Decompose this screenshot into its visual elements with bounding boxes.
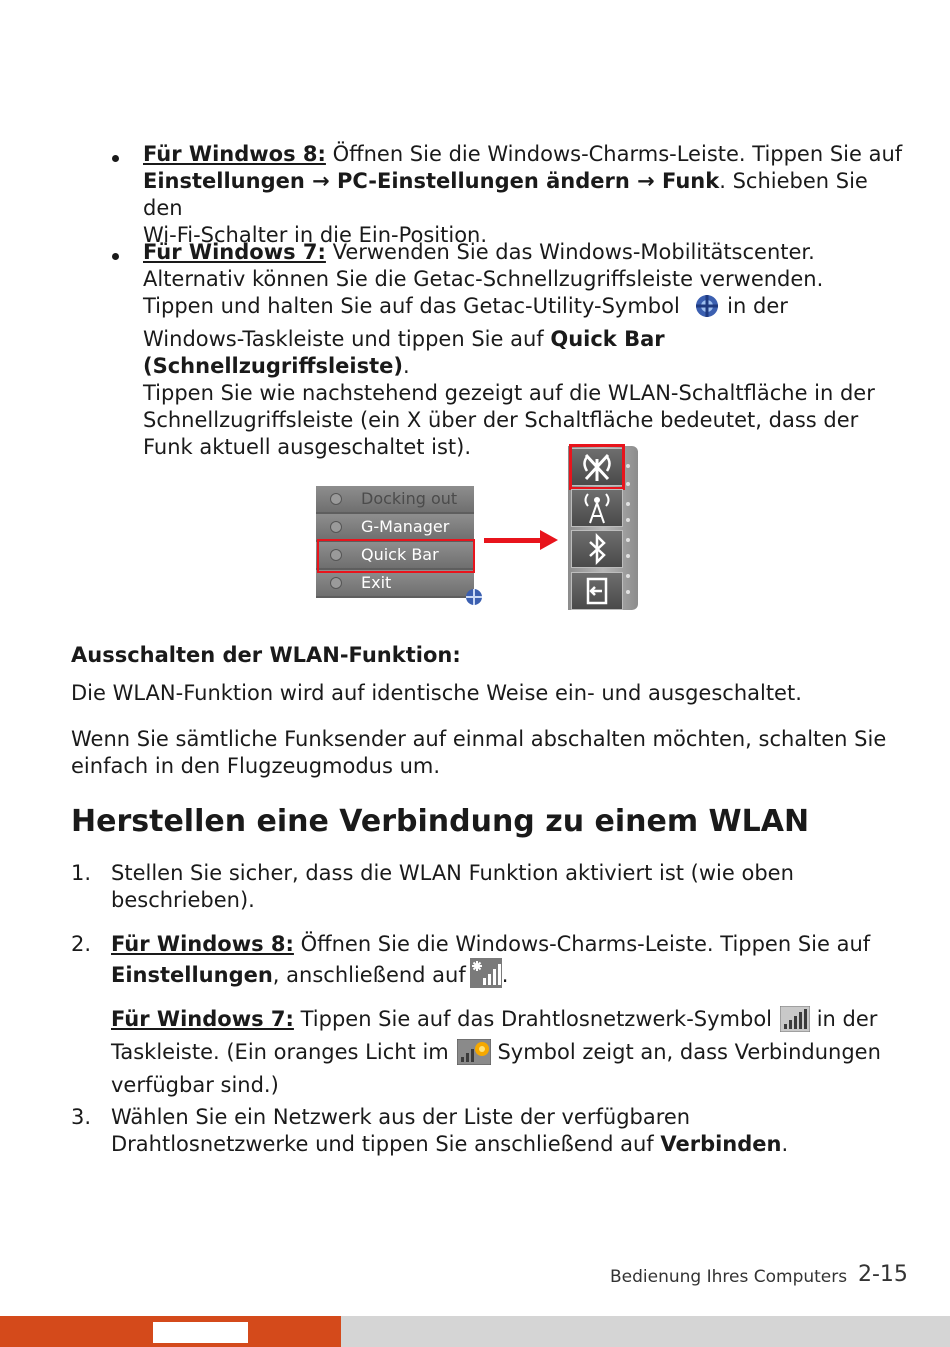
quick-bar-dots [624, 460, 632, 600]
arrow-icon [484, 528, 560, 556]
step-2-windows7: Für Windows 7: Tippen Sie auf das Drahtlosnetzwerk-Symbol in der Taskleiste. (Ein oranges Licht im Symbol zeigt an, dass Verbindungen verfügbar sind.) [111, 1007, 881, 1097]
bullet-dot [112, 253, 119, 260]
menu-item-docking-out[interactable]: Docking out [316, 486, 474, 514]
menu-item-exit[interactable]: Exit [316, 570, 474, 598]
section-heading: Ausschalten der WLAN-Funktion: [71, 643, 461, 667]
bluetooth-button[interactable] [571, 530, 623, 568]
footer-bar-gray [341, 1316, 950, 1347]
page-number: 2-15 [858, 1262, 908, 1287]
menu-item-g-manager[interactable]: G-Manager [316, 514, 474, 542]
menu-item-quick-bar[interactable]: Quick Bar [316, 542, 474, 570]
quick-bar-highlight [317, 539, 475, 573]
bullet-dot [112, 155, 119, 162]
step-3: Wählen Sie ein Netzwerk aus der Liste der verfügbaren Drahtlosnetzwerke und tippen Sie anschließend auf Verbinden. [111, 1105, 789, 1156]
wireless-network-icon [470, 958, 502, 995]
paragraph: Die WLAN-Funktion wird auf identische Weise ein- und ausgeschaltet. [71, 681, 802, 705]
getac-utility-icon [693, 293, 721, 326]
footer-chapter: Bedienung Ihres Computers [610, 1267, 848, 1287]
wlan-button-highlight [569, 444, 625, 490]
bullet-heading: Für Windwos 8: [143, 142, 326, 166]
step-number: 2. [71, 932, 92, 956]
bullet-windows7: Für Windows 7: Verwenden Sie das Windows-Mobilitätscenter. Alternativ können Sie die Getac-Schnellzugriffsleiste verwenden. Tippen und halten Sie auf das Getac-Utility-Symbol in der Windows-Taskleiste und tippen Sie auf Quick Bar (Schnellzugriffsleiste). Tippen Sie wie nachstehend gezeigt auf die WLAN-Schaltfläche in der Schnellzugriffsleiste (ein X über der Schaltfläche bedeutet, dass der Funk aktuell ausgeschaltet ist). [143, 240, 875, 459]
step-2: Für Windows 8: Öffnen Sie die Windows-Charms-Leiste. Tippen Sie auf Einstellungen, anschließend auf . [111, 931, 911, 995]
antenna-icon [572, 490, 622, 526]
step-1: Stellen Sie sicher, dass die WLAN Funktion aktiviert ist (wie oben beschrieben). [111, 861, 794, 912]
wireless-available-icon [457, 1039, 491, 1072]
radio-icon [330, 493, 342, 505]
step-number: 1. [71, 861, 92, 885]
bluetooth-icon [572, 531, 622, 567]
radio-icon [330, 577, 342, 589]
bullet-heading: Für Windows 7: [143, 240, 326, 264]
exit-door-icon [572, 573, 622, 609]
step-number: 3. [71, 1105, 92, 1129]
mobile-broadband-button[interactable] [571, 489, 623, 527]
wireless-network-icon [780, 1006, 810, 1039]
getac-utility-icon [463, 586, 485, 612]
footer-bar-white-block [153, 1322, 248, 1343]
bullet-windows8: Für Windwos 8: Öffnen Sie die Windows-Charms-Leiste. Tippen Sie auf Einstellungen → PC-Einstellungen ändern → Funk. Schieben Sie den Wi-Fi-Schalter in die Ein-Position. [143, 142, 903, 247]
exit-button[interactable] [571, 572, 623, 610]
page-heading: Herstellen eine Verbindung zu einem WLAN [71, 804, 810, 839]
radio-icon [330, 521, 342, 533]
paragraph: Wenn Sie sämtliche Funksender auf einmal abschalten möchten, schalten Sie einfach in den Flugzeugmodus um. [71, 727, 887, 778]
